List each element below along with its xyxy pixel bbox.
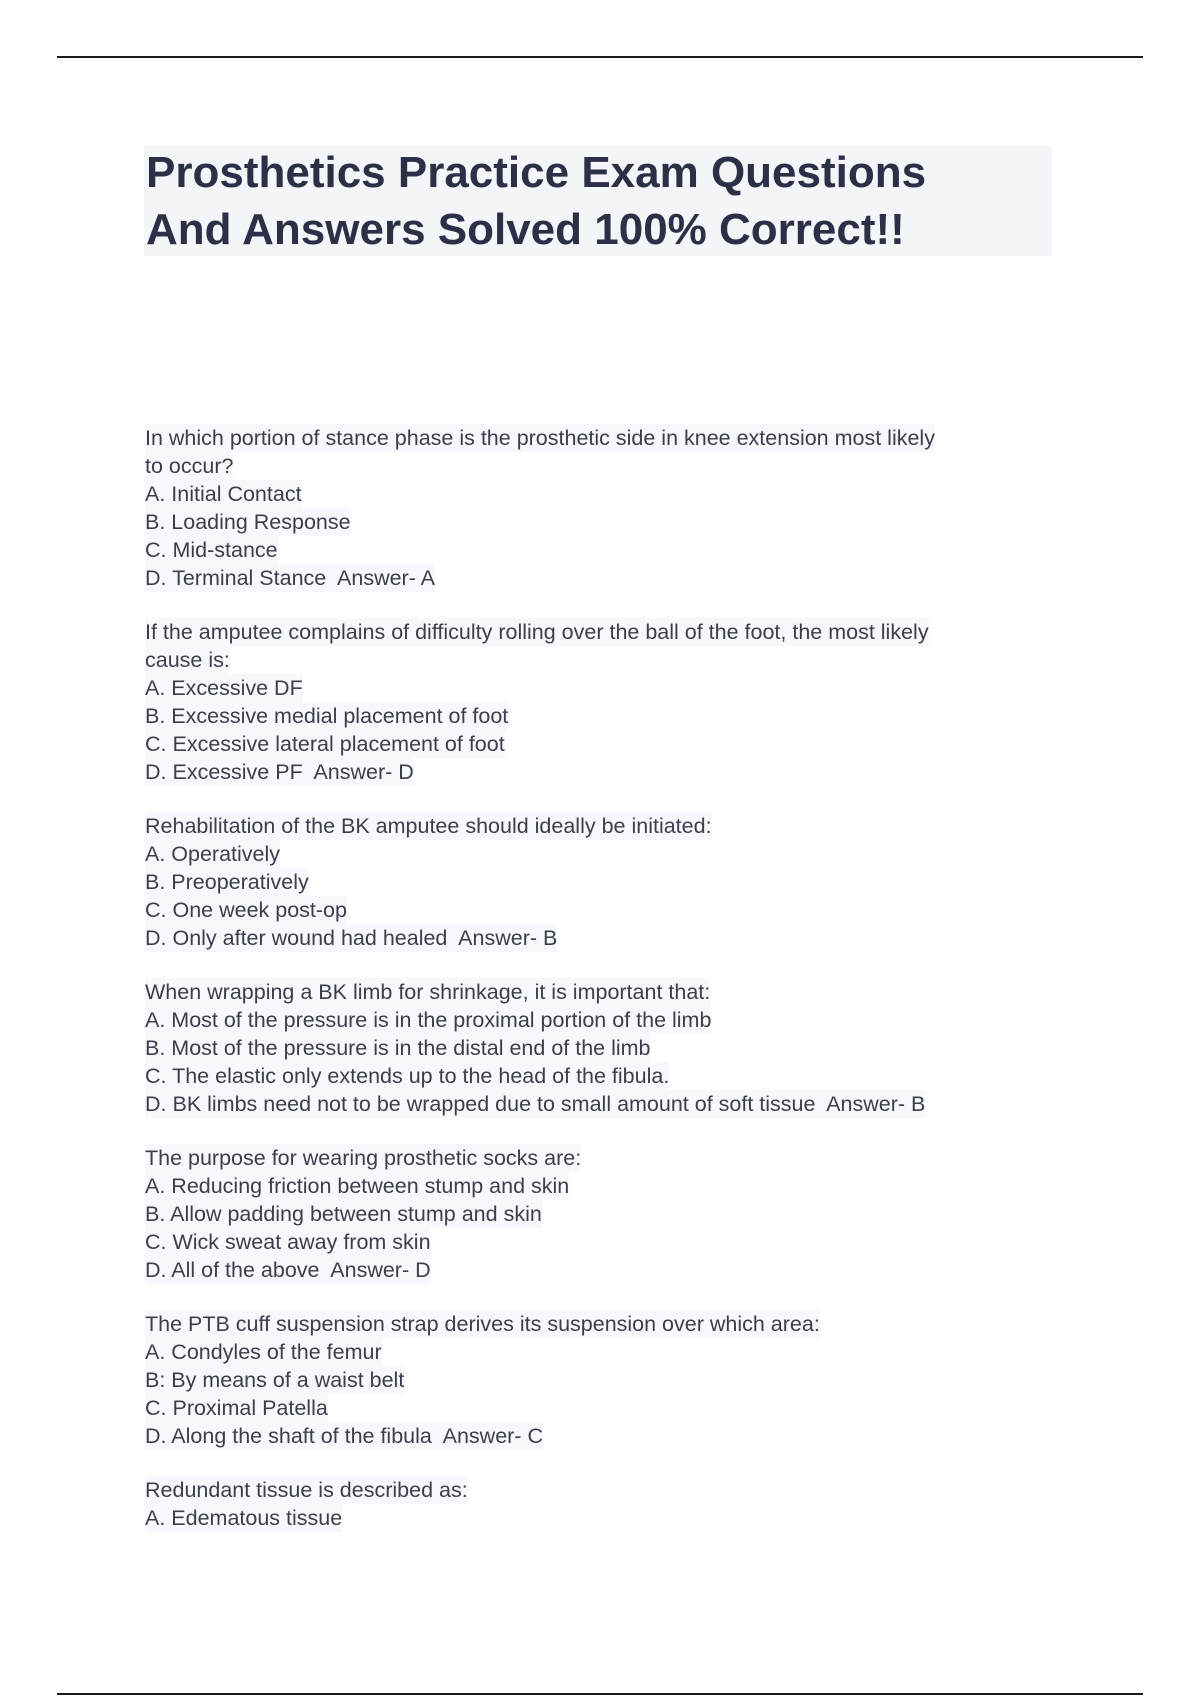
title-line-1: Prosthetics Practice Exam Questions bbox=[146, 148, 927, 197]
answer-option: A. Condyles of the femur bbox=[145, 1340, 382, 1364]
answer-option: C. Mid-stance bbox=[145, 538, 278, 562]
question-text: When wrapping a BK limb for shrinkage, it is important that: bbox=[145, 980, 711, 1004]
correct-answer: Answer- C bbox=[442, 1424, 543, 1448]
answer-option: A. Excessive DF bbox=[145, 676, 303, 700]
bottom-rule bbox=[57, 1693, 1143, 1695]
question-text: cause is: bbox=[145, 648, 230, 672]
option-text: D. BK limbs need not to be wrapped due to small amount of soft tissue bbox=[145, 1092, 816, 1116]
answer-option-last bbox=[145, 758, 414, 786]
correct-answer: Answer- D bbox=[313, 760, 414, 784]
answer-option: C. The elastic only extends up to the head of the fibula. bbox=[145, 1064, 670, 1088]
top-rule bbox=[57, 56, 1143, 58]
option-text: D. Only after wound had healed bbox=[145, 926, 448, 950]
option-text: D. Along the shaft of the fibula bbox=[145, 1424, 432, 1448]
answer-option: B. Excessive medial placement of foot bbox=[145, 704, 509, 728]
answer-option: A. Edematous tissue bbox=[145, 1506, 343, 1530]
answer-option: C. Proximal Patella bbox=[145, 1396, 328, 1420]
question-block bbox=[145, 1310, 1065, 1450]
question-block bbox=[145, 618, 1065, 786]
answer-option: B. Preoperatively bbox=[145, 870, 309, 894]
correct-answer: Answer- B bbox=[826, 1092, 926, 1116]
answer-option: B: By means of a waist belt bbox=[145, 1368, 405, 1392]
option-text: D. All of the above bbox=[145, 1258, 320, 1282]
answer-option-last bbox=[145, 924, 557, 952]
question-text: The purpose for wearing prosthetic socks are: bbox=[145, 1146, 582, 1170]
answer-option-last bbox=[145, 1422, 543, 1450]
title-line-2: And Answers Solved 100% Correct!! bbox=[146, 205, 905, 254]
answer-option: A. Reducing friction between stump and skin bbox=[145, 1174, 570, 1198]
answer-option: C. Wick sweat away from skin bbox=[145, 1230, 431, 1254]
question-text: In which portion of stance phase is the prosthetic side in knee extension most likely bbox=[145, 426, 935, 450]
answer-option-last bbox=[145, 1256, 431, 1284]
question-block bbox=[145, 424, 1065, 592]
option-text: D. Excessive PF bbox=[145, 760, 303, 784]
question-text: to occur? bbox=[145, 454, 234, 478]
answer-option: B. Allow padding between stump and skin bbox=[145, 1202, 542, 1226]
question-block bbox=[145, 1144, 1065, 1284]
correct-answer: Answer- A bbox=[337, 566, 435, 590]
question-block bbox=[145, 978, 1065, 1118]
correct-answer: Answer- D bbox=[330, 1258, 431, 1282]
question-text: If the amputee complains of difficulty rolling over the ball of the foot, the most likely bbox=[145, 620, 929, 644]
answer-option-last bbox=[145, 1090, 925, 1118]
answer-option: B. Most of the pressure is in the distal end of the limb bbox=[145, 1036, 651, 1060]
question-block bbox=[145, 1476, 1065, 1532]
answer-option-last bbox=[145, 564, 435, 592]
option-text: D. Terminal Stance bbox=[145, 566, 327, 590]
document-title bbox=[146, 144, 1046, 258]
answer-option: A. Most of the pressure is in the proximal portion of the limb bbox=[145, 1008, 712, 1032]
answer-option: C. Excessive lateral placement of foot bbox=[145, 732, 505, 756]
question-text: Rehabilitation of the BK amputee should ideally be initiated: bbox=[145, 814, 712, 838]
questions-list bbox=[145, 424, 1065, 1558]
answer-option: A. Operatively bbox=[145, 842, 281, 866]
question-text: The PTB cuff suspension strap derives its suspension over which area: bbox=[145, 1312, 820, 1336]
answer-option: A. Initial Contact bbox=[145, 482, 302, 506]
question-block bbox=[145, 812, 1065, 952]
question-text: Redundant tissue is described as: bbox=[145, 1478, 468, 1502]
answer-option: B. Loading Response bbox=[145, 510, 351, 534]
answer-option: C. One week post-op bbox=[145, 898, 347, 922]
correct-answer: Answer- B bbox=[458, 926, 558, 950]
